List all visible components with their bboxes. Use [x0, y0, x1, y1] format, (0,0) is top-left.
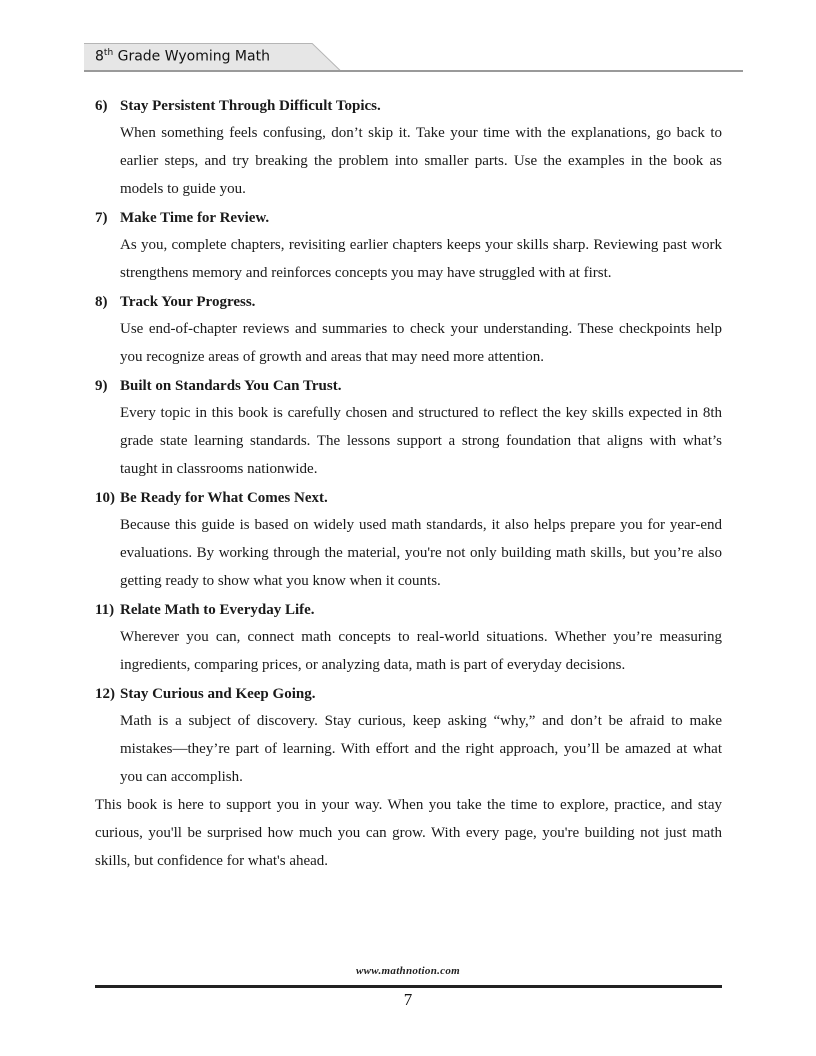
footer-url: www.mathnotion.com	[355, 965, 461, 977]
tip-body: Math is a subject of discovery. Stay curious, keep asking “why,” and don’t be afraid to make mistakes—they’re part of learning. With effort and the right approach, you’ll be amazed at what you can accomplish.	[120, 713, 722, 785]
tip-number: 11)	[95, 602, 115, 618]
tip-number: 12)	[95, 686, 115, 702]
tip-title: Track Your Progress.	[120, 294, 256, 310]
page-number: 7	[403, 990, 413, 1009]
tip-item-12	[95, 682, 722, 791]
tip-number: 6)	[95, 98, 108, 114]
tip-item-11	[95, 598, 722, 679]
main-content	[95, 94, 722, 875]
tip-body: As you, complete chapters, revisiting earlier chapters keeps your skills sharp. Reviewing past work strengthens memory and reinforces concepts you may have struggled with at first.	[120, 237, 722, 281]
tip-number: 10)	[95, 490, 115, 506]
tip-number: 9)	[95, 378, 108, 394]
tip-title: Make Time for Review.	[120, 210, 270, 226]
tip-item-9	[95, 374, 722, 483]
tip-item-7	[95, 206, 722, 287]
header-grade-suffix: th	[103, 48, 114, 58]
closing-paragraph: This book is here to support you in your way. When you take the time to explore, practice, and stay curious, you'll be surprised how much you can grow. With every page, you're building not just math skills, but confidence for what's ahead.	[95, 797, 722, 869]
tip-number: 8)	[95, 294, 108, 310]
footer-divider	[95, 985, 722, 988]
tip-body: Every topic in this book is carefully chosen and structured to reflect the key skills expected in 8th grade state learning standards. The lessons support a strong foundation that aligns with what’s taught in classrooms nationwide.	[120, 405, 722, 477]
tip-body: Because this guide is based on widely used math standards, it also helps prepare you for year-end evaluations. By working through the material, you're not only building math skills, but you’re also getting ready to show what you know when it counts.	[120, 517, 722, 589]
tip-item-10	[95, 486, 722, 595]
header-title-text: Grade Wyoming Math	[113, 48, 270, 65]
tip-body: When something feels confusing, don’t skip it. Take your time with the explanations, go back to earlier steps, and try breaking the problem into smaller parts. Use the examples in the book as models to guide you.	[120, 125, 722, 197]
header-grade-number: 8	[95, 48, 104, 65]
tip-item-8	[95, 290, 722, 371]
header-title	[95, 48, 270, 65]
tip-title: Be Ready for What Comes Next.	[120, 490, 328, 506]
tip-body: Use end-of-chapter reviews and summaries to check your understanding. These checkpoints help you recognize areas of growth and areas that may need more attention.	[120, 321, 722, 365]
tip-number: 7)	[95, 210, 108, 226]
tip-title: Stay Curious and Keep Going.	[120, 686, 316, 702]
tip-title: Stay Persistent Through Difficult Topics.	[120, 98, 381, 114]
tip-title: Relate Math to Everyday Life.	[120, 602, 315, 618]
tip-body: Wherever you can, connect math concepts to real-world situations. Whether you’re measuring ingredients, comparing prices, or analyzing data, math is part of everyday decisions.	[120, 629, 722, 673]
tip-title: Built on Standards You Can Trust.	[120, 378, 342, 394]
tip-item-6	[95, 94, 722, 203]
